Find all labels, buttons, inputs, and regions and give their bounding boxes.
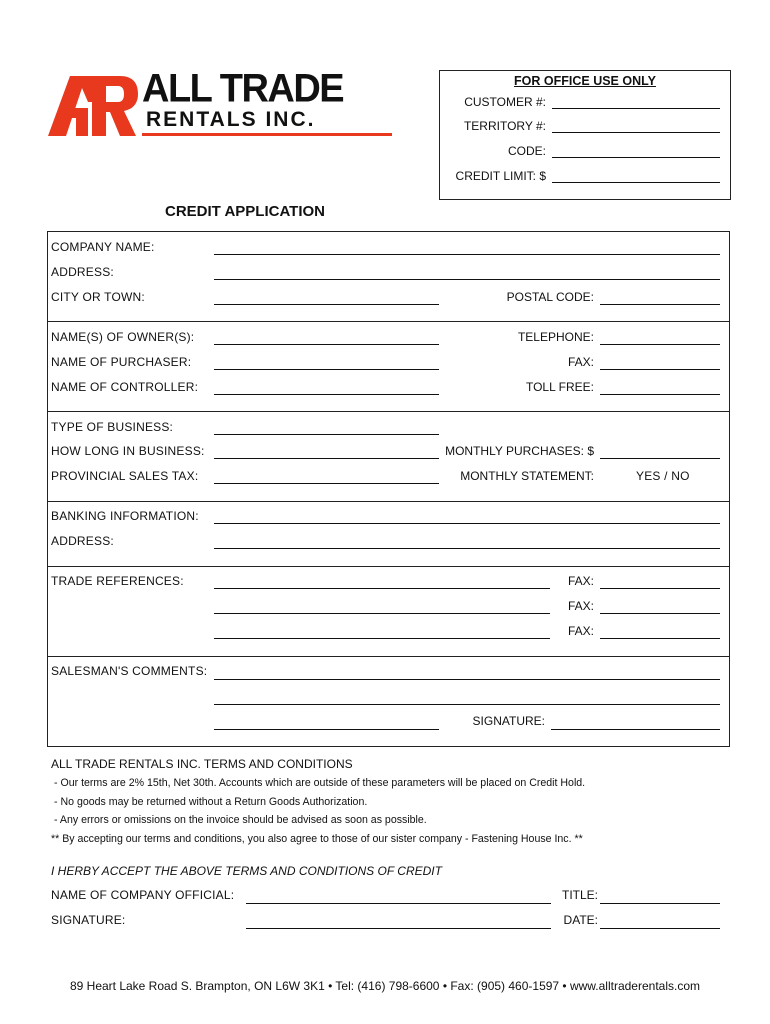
fax-label: FAX: [567,355,594,369]
banking-address-label: ADDRESS: [51,534,114,548]
city-field[interactable] [214,304,439,305]
official-name-label: NAME OF COMPANY OFFICIAL: [51,888,235,902]
toll-free-label: TOLL FREE: [525,380,594,394]
official-signature-label: SIGNATURE: [51,913,126,927]
credit-limit-label: CREDIT LIMIT: $ [455,169,546,183]
salesman-comments-field-1[interactable] [214,679,720,680]
logo-underline [142,133,392,136]
monthly-purchases-field[interactable] [600,458,720,459]
business-type-field[interactable] [214,434,439,435]
trade-fax-1-field[interactable] [600,588,720,589]
date-field[interactable] [600,928,720,929]
terms-line-4: ** By accepting our terms and conditions, you also agree to those of our sister company - Fastening House Inc. ** [51,833,583,845]
logo-name-line1: ALL TRADE [142,66,344,112]
code-label: CODE: [507,144,546,158]
salesman-comments-field-2[interactable] [214,704,720,705]
office-use-box [439,70,731,200]
owners-label: NAME(S) OF OWNER(S): [51,330,195,344]
monthly-statement-yes-no[interactable]: YES / NO [636,469,690,483]
city-label: CITY OR TOWN: [51,290,145,304]
trade-fax-3-field[interactable] [600,638,720,639]
salesman-comments-label: SALESMAN'S COMMENTS: [51,664,208,678]
trade-reference-1-field[interactable] [214,588,550,589]
official-signature-field[interactable] [246,928,551,929]
monthly-purchases-label: MONTHLY PURCHASES: $ [445,444,594,458]
company-name-field[interactable] [214,254,720,255]
toll-free-field[interactable] [600,394,720,395]
controller-label: NAME OF CONTROLLER: [51,380,199,394]
address-field[interactable] [214,279,720,280]
terms-line-1: - Our terms are 2% 15th, Net 30th. Accounts which are outside of these parameters will be placed on Credit Hold. [54,777,586,789]
postal-code-field[interactable] [600,304,720,305]
telephone-label: TELEPHONE: [517,330,594,344]
territory-number-label: TERRITORY #: [463,119,546,133]
date-label: DATE: [563,913,598,927]
code-field[interactable] [552,157,720,158]
salesman-comments-field-3[interactable] [214,729,439,730]
salesman-signature-label: SIGNATURE: [472,714,545,728]
company-name-label: COMPANY NAME: [51,240,155,254]
how-long-field[interactable] [214,458,439,459]
terms-line-3: - Any errors or omissions on the invoice should be advised as soon as possible. [54,814,427,826]
fax-field[interactable] [600,369,720,370]
office-use-title: FOR OFFICE USE ONLY [514,74,656,88]
owners-field[interactable] [214,344,439,345]
footer-contact: 89 Heart Lake Road S. Brampton, ON L6W 3K1 • Tel: (416) 798-6600 • Fax: (905) 460-1597 • www.alltraderentals.com [69,979,701,993]
trade-references-label: TRADE REFERENCES: [51,574,184,588]
trade-reference-2-field[interactable] [214,613,550,614]
trade-fax-3-label: FAX: [567,624,594,638]
trade-reference-3-field[interactable] [214,638,550,639]
purchaser-field[interactable] [214,369,439,370]
form-title: CREDIT APPLICATION [165,203,325,220]
territory-number-field[interactable] [552,132,720,133]
logo-mark-icon [48,72,140,136]
official-name-field[interactable] [246,903,551,904]
how-long-label: HOW LONG IN BUSINESS: [51,444,205,458]
trade-fax-2-field[interactable] [600,613,720,614]
credit-limit-field[interactable] [552,182,720,183]
business-type-label: TYPE OF BUSINESS: [51,420,174,434]
official-title-label: TITLE: [561,888,598,902]
telephone-field[interactable] [600,344,720,345]
address-label: ADDRESS: [51,265,114,279]
pst-label: PROVINCIAL SALES TAX: [51,469,199,483]
logo-name-line2: RENTALS INC. [146,108,316,131]
company-logo [48,66,348,138]
pst-field[interactable] [214,483,439,484]
terms-title: ALL TRADE RENTALS INC. TERMS AND CONDITIONS [51,757,353,771]
postal-code-label: POSTAL CODE: [506,290,594,304]
official-title-field[interactable] [600,903,720,904]
trade-fax-1-label: FAX: [567,574,594,588]
monthly-statement-label: MONTHLY STATEMENT: [460,469,594,483]
controller-field[interactable] [214,394,439,395]
banking-address-field[interactable] [214,548,720,549]
banking-info-label: BANKING INFORMATION: [51,509,199,523]
customer-number-field[interactable] [552,108,720,109]
terms-line-2: - No goods may be returned without a Return Goods Authorization. [54,796,368,808]
acceptance-statement: I HERBY ACCEPT THE ABOVE TERMS AND CONDITIONS OF CREDIT [51,864,442,878]
salesman-signature-field[interactable] [551,729,720,730]
purchaser-label: NAME OF PURCHASER: [51,355,192,369]
banking-info-field[interactable] [214,523,720,524]
customer-number-label: CUSTOMER #: [464,95,546,109]
trade-fax-2-label: FAX: [567,599,594,613]
